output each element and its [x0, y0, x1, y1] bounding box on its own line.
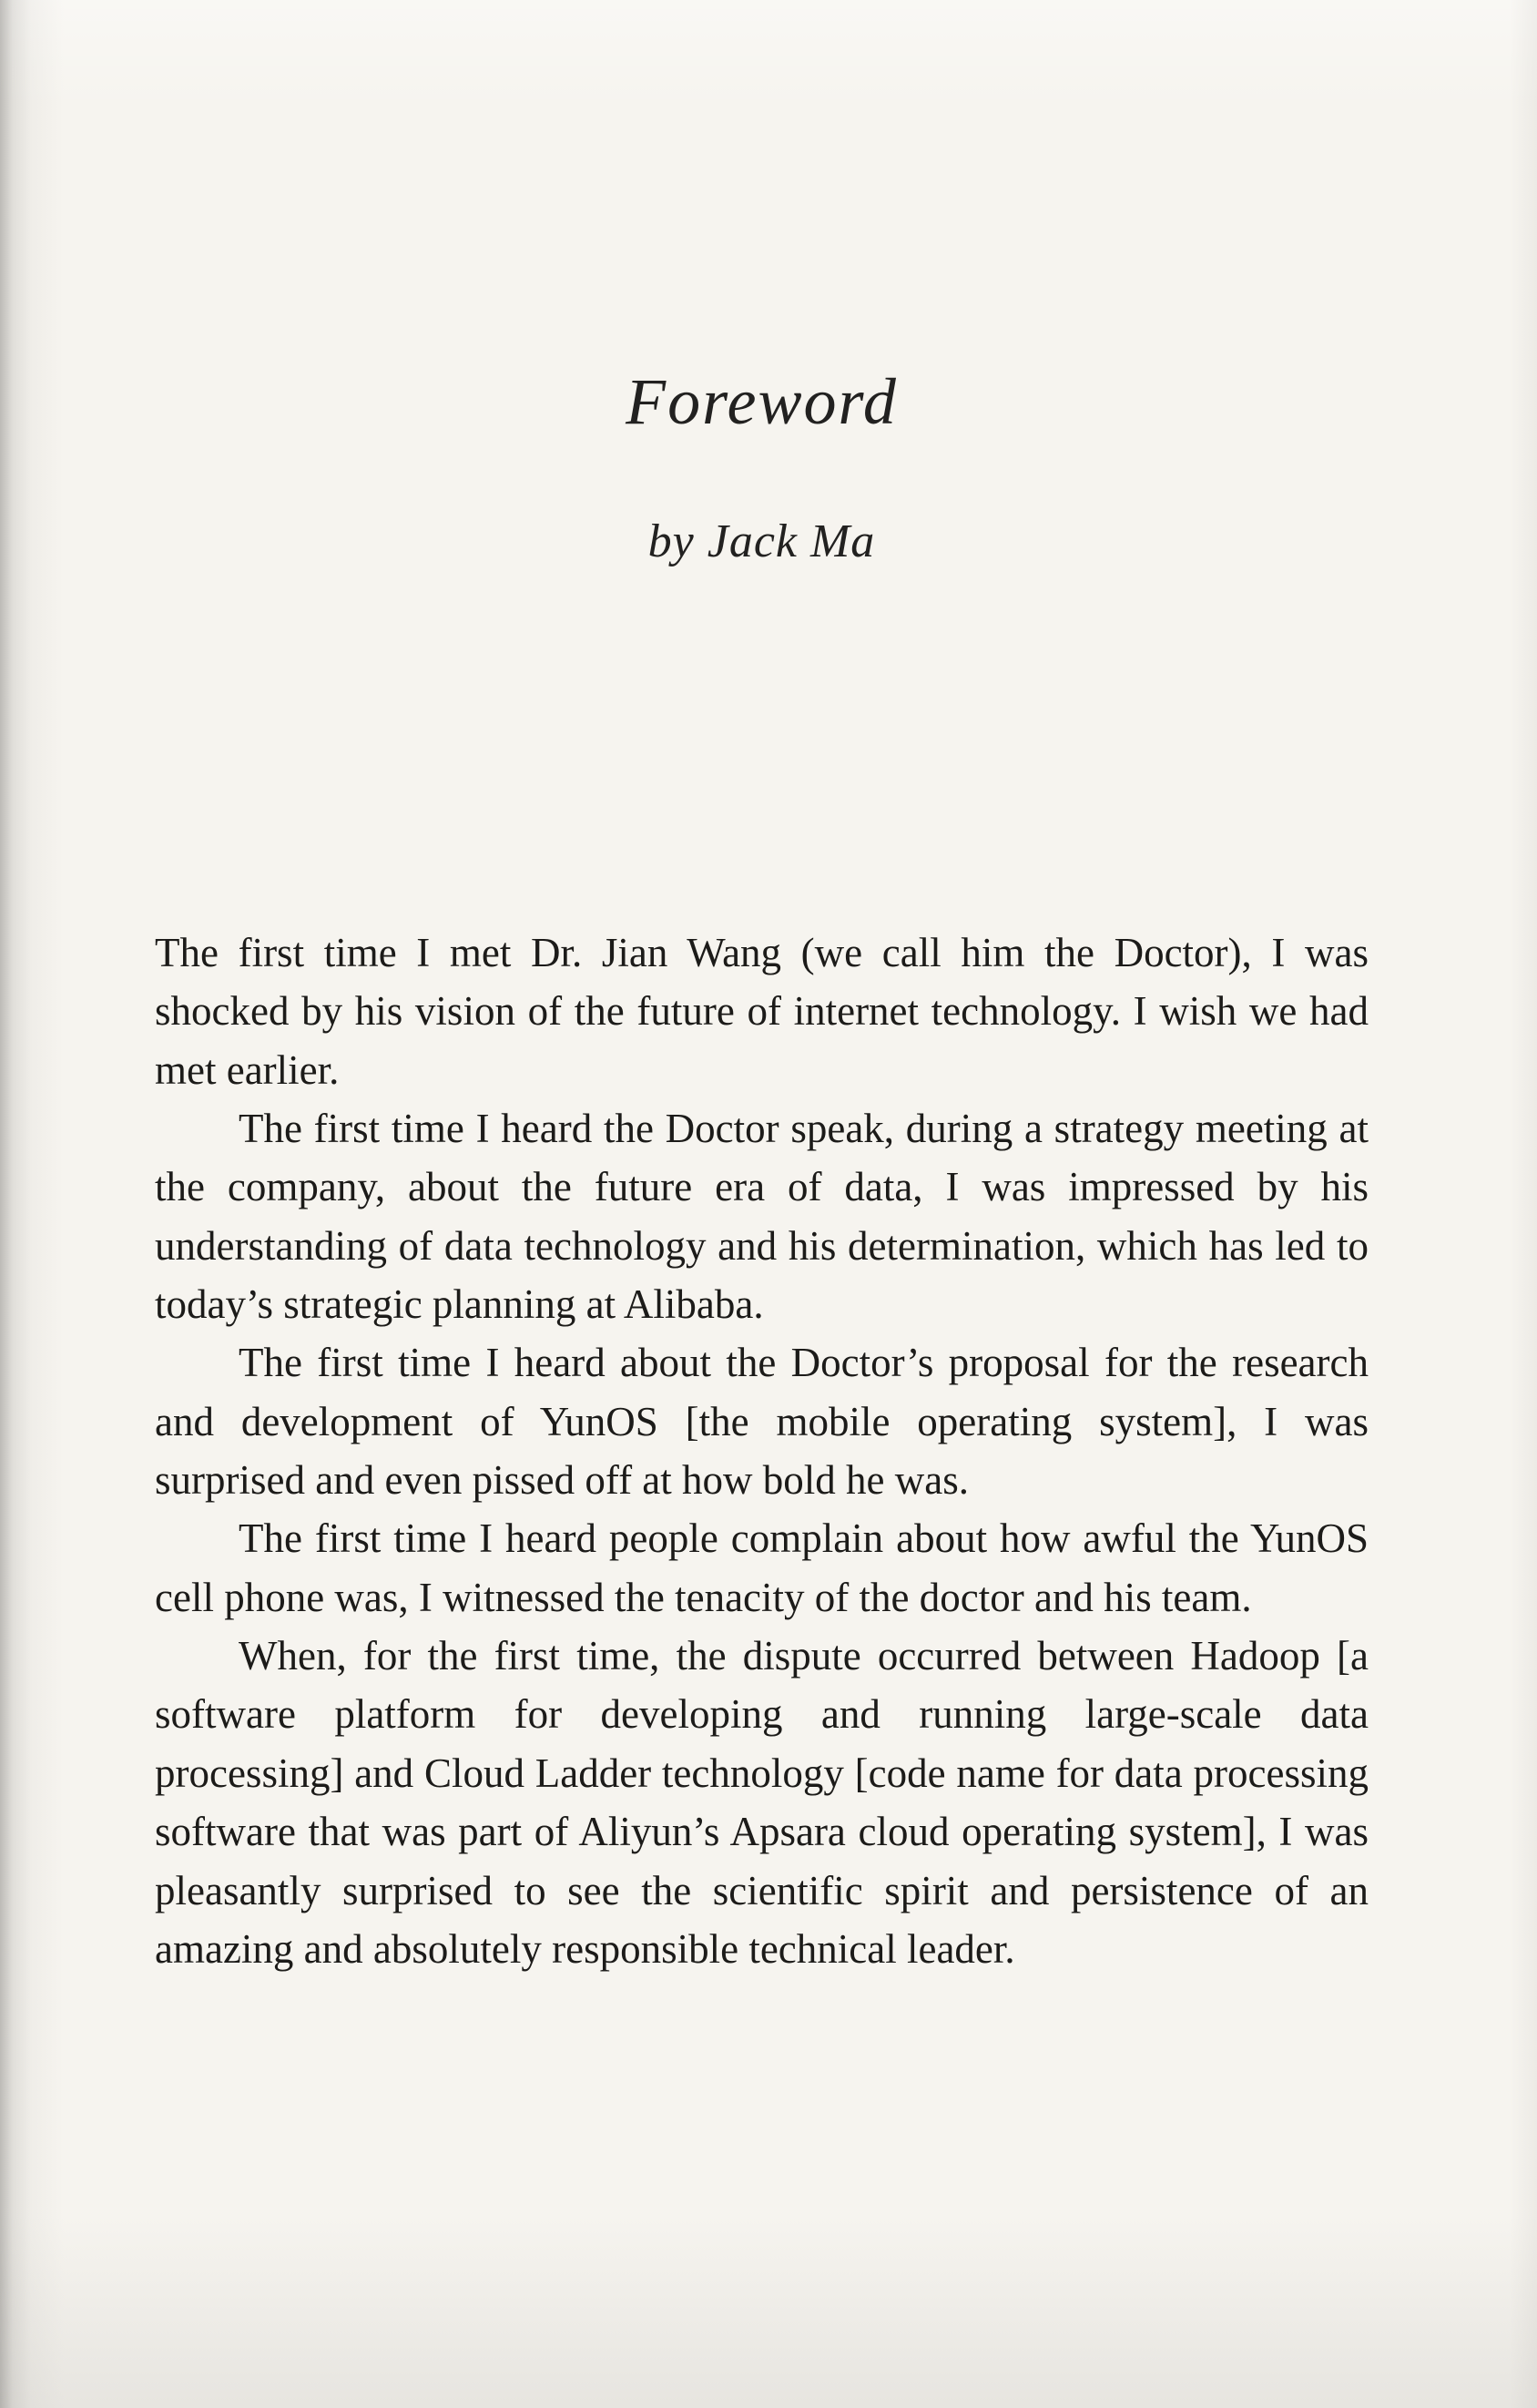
- paragraph: The first time I heard people complain about how awful the YunOS cell phone was, I witnessed the tenacity of the doctor and his team.: [155, 1515, 1369, 1620]
- page-title: Foreword: [626, 365, 898, 438]
- paragraph: The first time I heard about the Doctor’s proposal for the research and development of YunOS [the mobile operating system], I was surprised and even pissed off at how bold he was.: [155, 1340, 1369, 1504]
- paragraph: The first time I heard the Doctor speak, during a strategy meeting at the company, about the future era of data, I was impressed by his understanding of data technology and his determination, which has led to today’s strategic planning at Alibaba.: [155, 1106, 1369, 1328]
- body-text: [155, 923, 1369, 1978]
- byline: by Jack Ma: [647, 515, 876, 567]
- page-content: [155, 0, 1369, 1978]
- paragraph: When, for the first time, the dispute occurred between Hadoop [a software platform for developing and running large-scale data processing] and Cloud Ladder technology [code name for data processing software that was part of Aliyun’s Apsara cloud operating system], I was pleasantly surprised to see the scientific spirit and persistence of an amazing and absolutely responsible technical leader.: [155, 1633, 1369, 1972]
- paragraph: The first time I met Dr. Jian Wang (we call him the Doctor), I was shocked by his vision of the future of internet technology. I wish we had met earlier.: [155, 930, 1369, 1093]
